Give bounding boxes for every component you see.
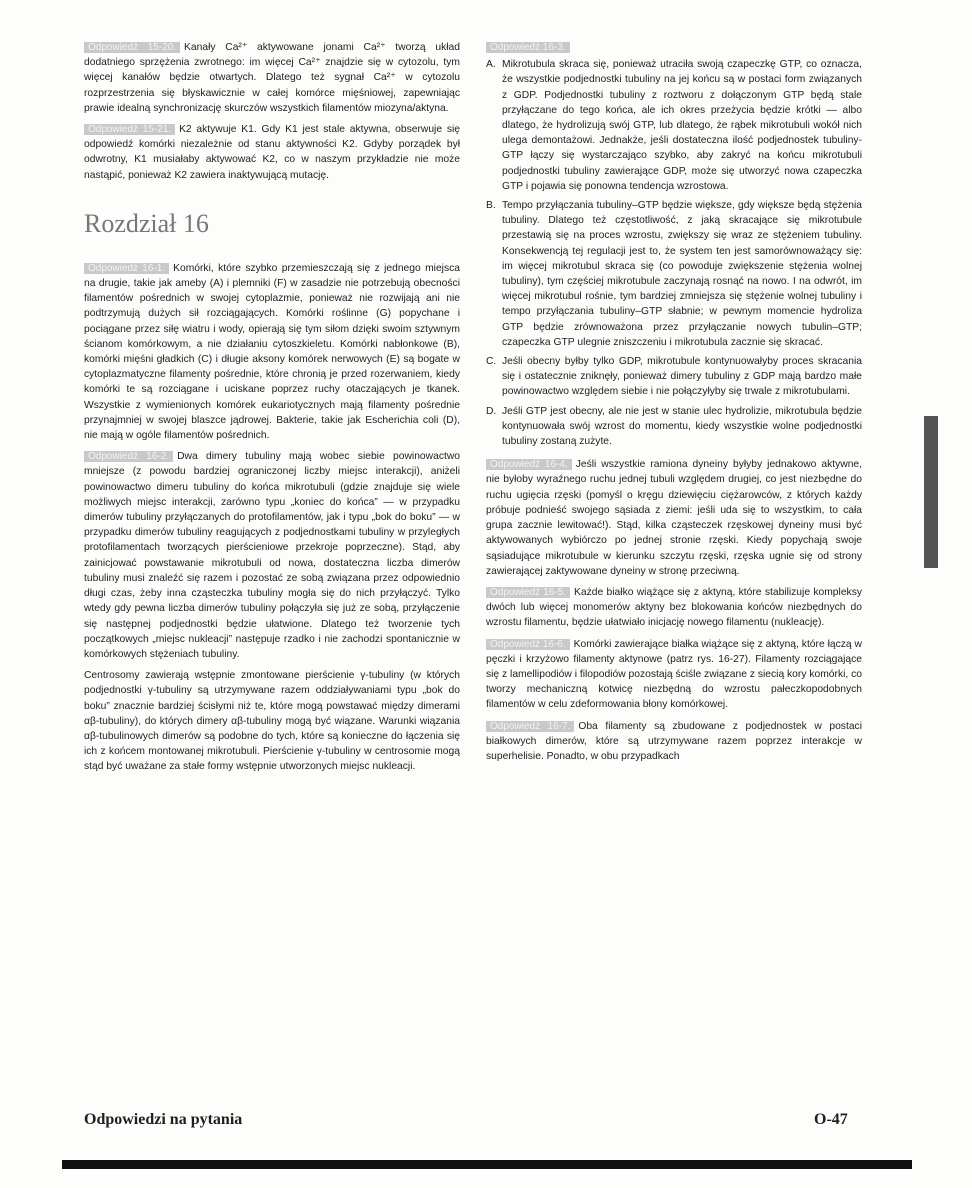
chapter-thumb-tab <box>924 416 938 568</box>
answer-label: Odpowiedź 16-3. <box>486 42 570 53</box>
right-column <box>486 40 862 770</box>
item-text: Mikrotubula skraca się, ponieważ utraciła swoją czapeczkę GTP, co oznacza, że wszystkie podjednostki tubuliny na jej końcu są w postaci form związanych z GDP. Podjednostki tubuliny z roztworu z dołączonym GTP będą stale przyłączane do tego końca, ale ich okres przeżycia będzie krótki — albo dlatego, że hydrolizują swój GTP, lub dlatego, że rąbek mikrotubuli wokół nich ulega demontażowi. Jednakże, jeśli dostateczna ilość podjednostek tubuliny-GTP łączy się wystarczająco szybko, aby zakryć na końcu mikrotubuli podjednostki tubuliny zawierające GDP, może się utworzyć nowa czapeczka GTP i pojawia się ponowna tendencja wzrostowa. <box>502 59 862 192</box>
chapter-heading: Rozdział 16 <box>84 208 209 238</box>
item-text: Jeśli GTP jest obecny, ale nie jest w stanie ulec hydrolizie, mikrotubula będzie kontynuowała swój wzrost do momentu, kiedy wszystkie wolne podjednostki tubuliny zostaną zużyte. <box>502 405 862 448</box>
answer-16-1 <box>84 261 460 443</box>
answer-16-5 <box>486 585 862 631</box>
answer-text: Kanały Ca²⁺ aktywowane jonami Ca²⁺ tworzą układ dodatniego sprzężenia zwrotnego: im więcej Ca²⁺ znajdzie się w cytozolu, tym więcej kanałów będzie otwartych. Dlatego też sygnał Ca²⁺ w cytozolu rozprzestrzenia się błyskawicznie w całej komórce mięśniowej, zapewniając prawie idealną synchronizację skurczów wszystkich filamentów miozyna/aktyna. <box>84 42 460 114</box>
item-letter: D. <box>486 405 497 417</box>
list-item <box>486 354 862 400</box>
answer-label: Odpowiedź 16-4. <box>486 459 572 470</box>
answer-text: Każde białko wiążące się z aktyną, które stabilizuje kompleksy dwóch lub więcej monomerów aktyny bez blokowania końców niezbędnych do wzrostu filamentu, będzie ułatwiało inicjację nowego filamentu (nukleację). <box>486 586 862 629</box>
answer-16-6 <box>486 637 862 713</box>
item-letter: A. <box>486 59 496 71</box>
answer-15-20 <box>84 40 460 116</box>
page-number: O-47 <box>814 1111 848 1128</box>
answer-text: Jeśli wszystkie ramiona dyneiny byłyby jednakowo aktywne, nie byłoby wyraźnego ruchu jednej tubuli względem drugiej, co jest niezbędne do ruchu ugięcia rzęski (pomyśl o kręgu dziewięciu ciężarowców, z których każdy próbuje podnieść swojego sąsiada z ziemi: jeśli uda się to wszystkim, to cała grupa zacznie lewitować!). Stąd, kilka cząsteczek rzęskowej dyneiny musi być aktywowanych wybiórczo po jednej stronie rzęski. Kiedy popychają swoje sąsiadujące mikrotubule w kierunku szczytu rzęski, rzęska ugnie się od strony zawierającej zaktywowane dyneiny w stronę przeciwną. <box>486 459 863 577</box>
list-item <box>486 404 862 450</box>
bottom-divider <box>62 1160 912 1169</box>
answer-16-4 <box>486 457 862 579</box>
answer-15-21 <box>84 122 460 183</box>
answer-16-2 <box>84 449 460 662</box>
answer-label: Odpowiedź 15-20. <box>84 42 180 53</box>
answer-label: Odpowiedź 16-5. <box>486 587 570 598</box>
item-text: Jeśli obecny byłby tylko GDP, mikrotubule kontynuowałyby proces skracania się i ostatecznie zniknęły, ponieważ dimery tubuliny z GDP mają bardzo małe powinowactwo względem siebie i nie połączyłyby się trwale z mikrotubulami. <box>502 356 862 398</box>
list-item <box>486 57 862 194</box>
answer-16-3 <box>486 40 862 55</box>
answer-label: Odpowiedź 16-6. <box>486 639 570 650</box>
answer-text: K2 aktywuje K1. Gdy K1 jest stale aktywna, obserwuje się odpowiedź komórki niezależnie od stanu aktywności K2. Gdyby porządek był odwrotny, K1 musiałaby aktywować K2, co w naszym przykładzie nie może nastąpić, ponieważ K2 zawiera inaktywującą mutację. <box>84 124 460 181</box>
list-item <box>486 198 862 350</box>
answer-label: Odpowiedź 16-1. <box>84 263 169 274</box>
left-column <box>84 40 460 781</box>
answer-label: Odpowiedź 16-7. <box>486 721 574 732</box>
answer-label: Odpowiedź 15-21. <box>84 124 175 135</box>
footer-title: Odpowiedzi na pytania <box>84 1111 243 1128</box>
answer-label: Odpowiedź 16-2. <box>84 451 173 462</box>
item-letter: B. <box>486 200 496 212</box>
answer-text: Komórki, które szybko przemieszczają się z jednego miejsca na drugie, takie jak ameby (A) i plemniki (F) w zasadzie nie potrzebują obecności filamentów pośrednich w swojej cytoplazmie, ponieważ nie rozwijają ani nie podtrzymują dużych sił rozciągających. Komórki roślinne (G) popychane i pociągane przez siłę wiatru i wody, opierają się tym siłom dzięki swoim sztywnym ścianom komórkowym, a nie działaniu cytoszkieletu. Komórki nabłonkowe (B), komórki mięśni gładkich (C) i długie aksony komórek nerwowych (E) są bogate w cytoplazmatyczne filamenty pośrednie, które chronią je przed rozerwaniem, kiedy komórki te są rozciągane i uciskane poprzez ruchy otaczających je tkanek. Wszystkie z wymienionych komórek eukariotycznych mają filamenty pośrednie przynajmniej w swojej blaszce jądrowej. Bakterie, takie jak Escherichia coli (D), nie mają w ogóle filamentów pośrednich. <box>84 262 460 442</box>
item-text: Tempo przyłączania tubuliny–GTP będzie większe, gdy większe będą stężenia tubuliny. Dlatego też częstotliwość, z jaką skracające się mikrotubule przestawią się na proces wzrostu, zwiększy się wraz ze stężeniem tubuliny. Konsekwencją tej regulacji jest to, że system ten jest samorównoważący się: im więcej mikrotubul skraca się (co powoduje zwiększenie stężenia wolnej tubuliny), tym częściej mikrotubule zaczynają rosnąć na nowo. I na odwrót, im więcej mikrotubul rośnie, tym bardziej zmniejsza się stężenie wolnej tubuliny i tempo przyłączania tubuliny–GTP słabnie; w pewnym momencie hydroliza GTP będzie zrównoważona przez przyłączanie nowych tubulin–GTP; czapeczka GTP ulegnie zniszczeniu i mikrotubula zacznie się skracać. <box>502 200 862 348</box>
answer-16-7 <box>486 719 862 765</box>
answer-text: Komórki zawierające białka wiążące się z aktyną, które łączą w pęczki i krzyżowo filamenty aktynowe (patrz rys. 16-27). Filamenty rozciągające się z lamellipodiów i filopodiów pozostają ściśle związane z siecią kory komórki, co tworzy mechaniczną kotwicę niezbędną do wzrostu pałeczkopodobnych filamentów w celu zdeformowania błony komórkowej. <box>486 638 862 711</box>
answer-text: Dwa dimery tubuliny mają wobec siebie powinowactwo mniejsze (z powodu bardziej ograniczonej liczby miejsc interakcji), aniżeli powinowactwo dimeru tubuliny do końca mikrotubuli (gdzie znajduje się wiele możliwych miejsc interakcji, zarówno typu „koniec do końca” — w przypadku dimerów tubuliny przyłączanych do protofilamentów, jak i typu „bok do boku” — w przypadku dimerów tubuliny reagujących z podjednostkami tubuliny w przyległych protofilamentach tworzących pierścieniowe przekroje poprzeczne). Stąd, aby zainicjować powstawanie mikrotubuli od nowa, dostateczna liczba dimerów tubuliny musi znaleźć się razem i pozostać ze sobą związana przez odpowiednio długi czas, żeby inna cząsteczka tubuliny mogła się do nich przyłączyć. Tylko wtedy gdy pewna liczba dimerów tubuliny połączyła się już ze sobą, przyłączenie się następnej podjednostki będzie ułatwione. Dlatego też tworzenie tych początkowych „miejsc nukleacji” następuje rzadko i nie zachodzi spontanicznie w komórkowych stężeniach tubuliny. <box>84 451 460 660</box>
answer-text: Oba filamenty są zbudowane z podjednostek w postaci białkowych dimerów, które są utrzymywane razem poprzez interakcje w superhelisie. Ponadto, w obu przypadkach <box>486 720 862 762</box>
answer-16-2-continued: Centrosomy zawierają wstępnie zmontowane pierścienie γ-tubuliny (w których podjednostki γ-tubuliny są utrzymywane razem oddziaływaniami typu „bok do boku” znacznie bardziej ścisłymi niż te, które mogą powstawać między dimerami αβ-tubuliny), do których dimery αβ-tubuliny mogą być wiązane. Warunki wiązania αβ-tubulinowych dimerów są podobne do tych, które są konieczne do łączenia się ich z końcem montowanej mikrotubuli. Pierścienie γ-tubuliny w centrosomie mogą stąd być uważane za stałe formy wstępnie utworzonych miejsc nukleacji. <box>84 670 460 773</box>
item-letter: C. <box>486 356 497 368</box>
